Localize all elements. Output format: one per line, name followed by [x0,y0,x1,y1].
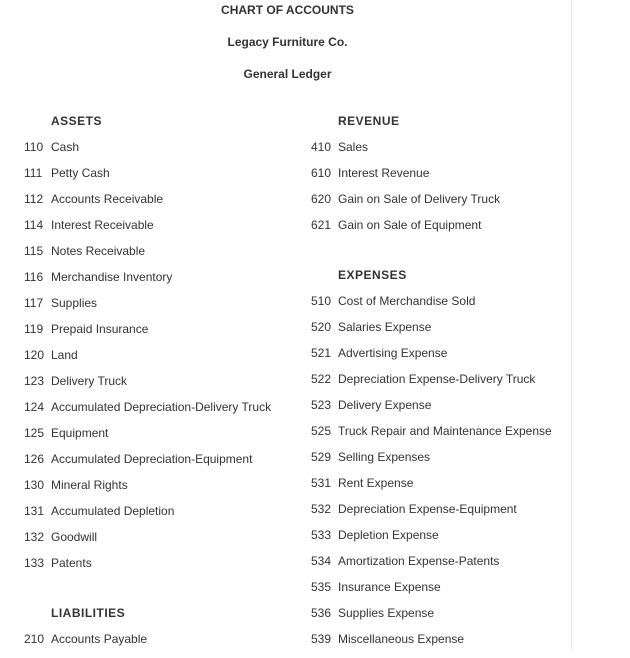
assets-heading: ASSETS [51,114,103,128]
account-row [24,478,304,504]
account-name: Supplies Expense [338,606,435,620]
account-name: Equipment [51,426,109,440]
account-name: Prepaid Insurance [51,322,149,336]
account-row [311,476,571,502]
account-number: 532 [311,502,332,516]
account-name: Cost of Merchandise Sold [338,294,476,308]
account-name: Mineral Rights [51,478,128,492]
account-row [24,374,304,400]
account-number: 621 [311,218,332,232]
account-name: Insurance Expense [338,580,441,594]
account-number: 521 [311,346,332,360]
liabilities-list [24,632,304,658]
account-row [24,426,304,452]
account-number: 131 [24,504,45,518]
ledger-name: General Ledger [243,67,332,81]
account-name: Goodwill [51,530,98,544]
account-row [24,270,304,296]
account-row [24,166,304,192]
account-name: Gain on Sale of Delivery Truck [338,192,501,206]
account-number: 115 [24,244,44,258]
account-name: Supplies [51,296,98,310]
account-name: Cash [51,140,80,154]
account-row [24,296,304,322]
account-number: 534 [311,554,332,568]
account-name: Accounts Receivable [51,192,164,206]
account-number: 110 [24,140,44,154]
account-row [24,556,304,582]
account-number: 523 [311,398,332,412]
account-row [24,192,304,218]
account-row [311,450,571,476]
account-row [24,504,304,530]
liabilities-heading: LIABILITIES [51,606,126,620]
expenses-list [311,294,571,658]
right-divider [571,0,572,650]
account-row [311,320,571,346]
account-number: 130 [24,478,45,492]
account-row [311,372,571,398]
account-row [24,322,304,348]
account-name: Selling Expenses [338,450,431,464]
account-name: Advertising Expense [338,346,448,360]
account-number: 522 [311,372,332,386]
company-name: Legacy Furniture Co. [227,35,348,49]
account-row [311,424,571,450]
account-name: Depreciation Expense-Equipment [338,502,517,516]
account-name: Delivery Expense [338,398,432,412]
account-row [24,348,304,374]
account-number: 133 [24,556,45,570]
account-row [311,398,571,424]
account-number: 124 [24,400,45,414]
account-name: Gain on Sale of Equipment [338,218,482,232]
account-name: Accounts Payable [51,632,148,646]
page-title: CHART OF ACCOUNTS [221,3,354,17]
account-name: Merchandise Inventory [51,270,173,284]
account-number: 116 [24,270,44,284]
account-name: Accumulated Depreciation-Equipment [51,452,253,466]
account-row [311,554,571,580]
account-name: Interest Revenue [338,166,430,180]
account-name: Accumulated Depletion [51,504,175,518]
account-number: 529 [311,450,332,464]
account-number: 112 [24,192,44,206]
account-number: 525 [311,424,332,438]
account-name: Amortization Expense-Patents [338,554,500,568]
account-name: Miscellaneous Expense [338,632,465,646]
account-number: 533 [311,528,332,542]
revenue-list [311,140,571,244]
account-row [311,502,571,528]
account-row [311,294,571,320]
account-row [24,244,304,270]
account-name: Rent Expense [338,476,414,490]
account-name: Depreciation Expense-Delivery Truck [338,372,536,386]
account-number: 120 [24,348,45,362]
account-number: 539 [311,632,332,646]
account-number: 111 [24,166,43,180]
account-number: 620 [311,192,332,206]
account-row [311,346,571,372]
account-row [24,530,304,556]
account-number: 510 [311,294,332,308]
account-number: 520 [311,320,332,334]
account-number: 126 [24,452,45,466]
account-number: 536 [311,606,332,620]
account-row [311,528,571,554]
account-name: Petty Cash [51,166,110,180]
account-name: Interest Receivable [51,218,154,232]
account-name: Land [51,348,78,362]
account-number: 119 [24,322,44,336]
expenses-heading: EXPENSES [338,268,407,282]
account-name: Notes Receivable [51,244,146,258]
account-name: Sales [338,140,369,154]
assets-list [24,140,304,582]
account-number: 117 [24,296,44,310]
account-name: Truck Repair and Maintenance Expense [338,424,552,438]
account-number: 531 [311,476,332,490]
account-number: 535 [311,580,332,594]
account-row [24,140,304,166]
account-name: Accumulated Depreciation-Delivery Truck [51,400,272,414]
account-number: 132 [24,530,45,544]
account-row [311,632,571,658]
account-row [311,580,571,606]
account-row [24,632,304,658]
account-number: 410 [311,140,332,154]
account-number: 210 [24,632,45,646]
account-row [24,452,304,478]
account-number: 123 [24,374,45,388]
account-name: Depletion Expense [338,528,439,542]
revenue-heading: REVENUE [338,114,400,128]
account-number: 125 [24,426,45,440]
account-name: Patents [51,556,92,570]
account-row [311,166,571,192]
account-number: 114 [24,218,44,232]
account-row [24,400,304,426]
account-name: Delivery Truck [51,374,128,388]
account-row [311,192,571,218]
account-row [24,218,304,244]
account-row [311,140,571,166]
account-row [311,606,571,632]
account-row [311,218,571,244]
account-number: 610 [311,166,332,180]
account-name: Salaries Expense [338,320,432,334]
